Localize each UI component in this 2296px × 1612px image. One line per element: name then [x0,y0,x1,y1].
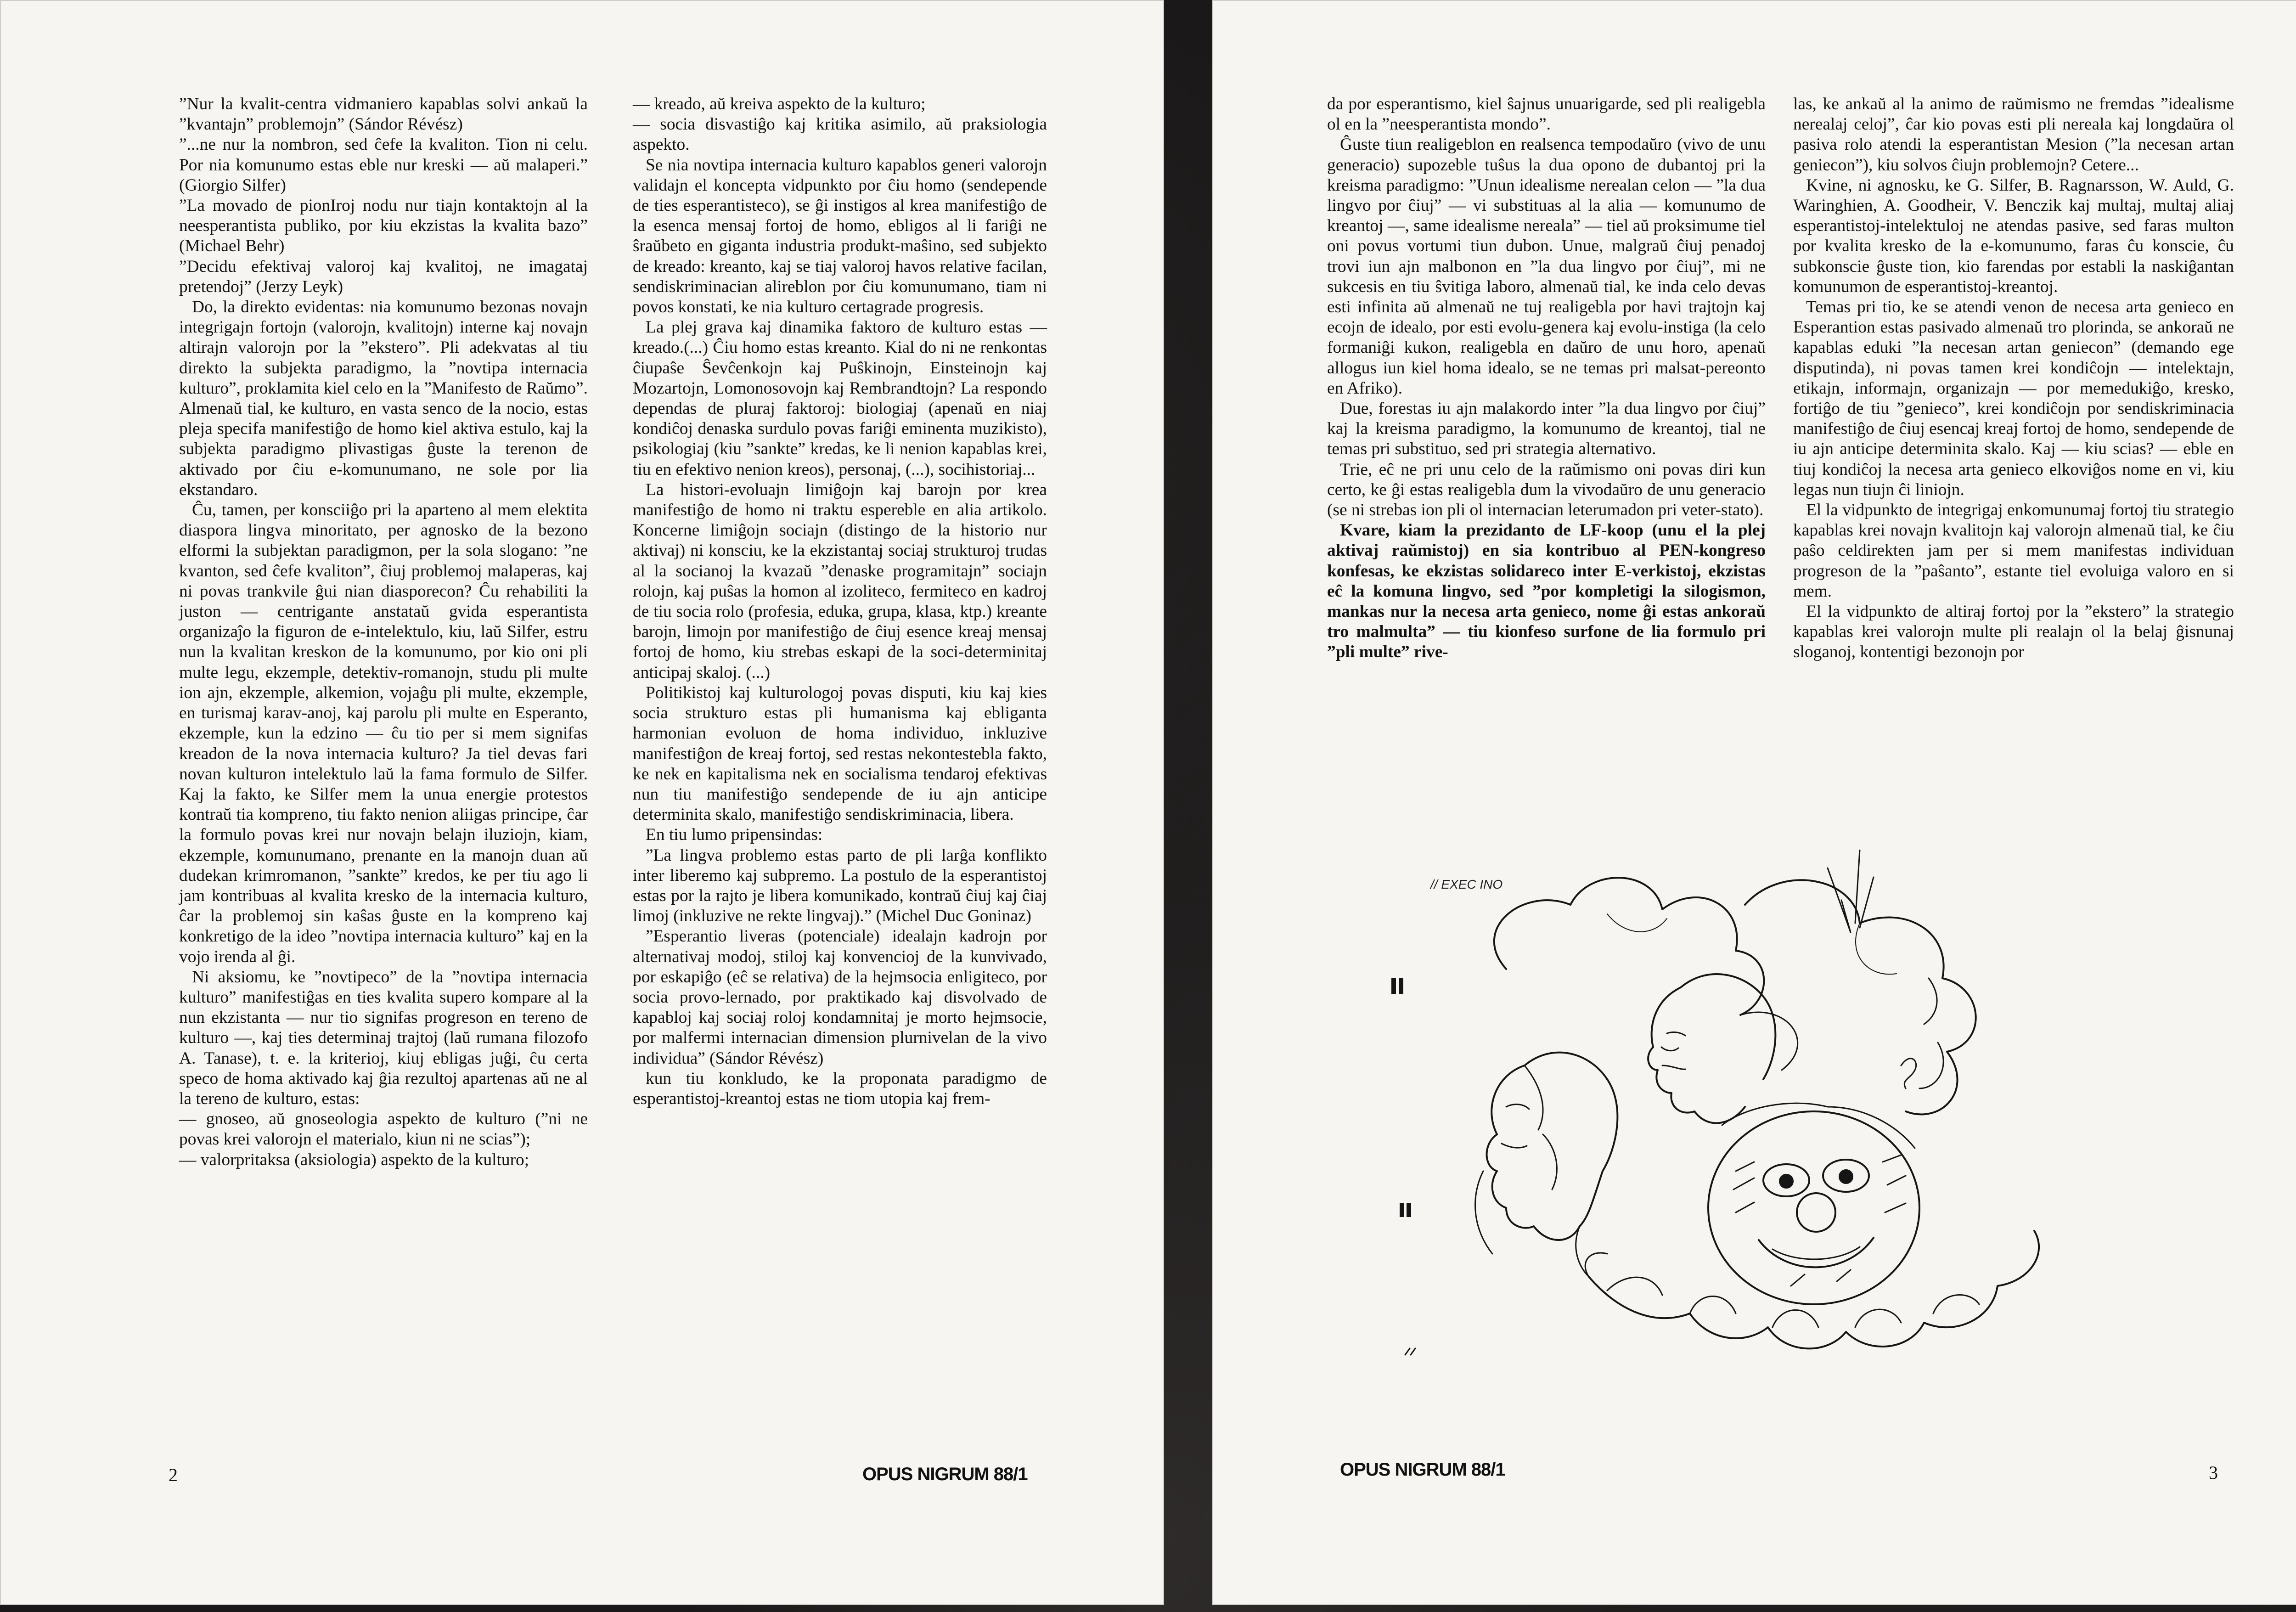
running-footer: OPUS NIGRUM 88/1 [1340,1460,1505,1480]
paragraph: Ĉu, tamen, per konsciiĝo pri la aparteno al mem elektita diaspora lingva minoritato, per agnosko de la bezono elformi la subjektan paradigmon, per la sola slogano: ”ne kvanton, sed ĉefe kvaliton”, ĉiuj problemoj malaperas, kaj ni povas trankvile ĝui nian diasporecon? Ĉu rehabiliti la juston — centrigante anstataŭ gvida esperantista organizaĵo la figuron de e-intelektulo, kiu, laŭ Silfer, estru nun la kvalitan kreskon de la komunumo, por kio oni pli multe legu, ekzemple, detektiv-romanojn, studu pli multe ion ajn, ekzemple, alkemion, vojaĝu pli multe, ekzemple, en turismaj karav-anoj, kaj parolu pli multe en Esperanto, ekzemple, kun la edzino — ĉu tio per si mem signifas kreadon de la nova internacia kulturo? Ja tiel devas fari novan kulturon intelektulo laŭ la fama formulo de Silfer. Kaj la fakto, ke Silfer mem la unua energie protestos kontraŭ tia kompreno, tiu fakto nenion aliigas principe, ĉar la formulo povas krei nur novajn belajn iluziojn, kiam, ekzemple, komunumano, prenante en la manojn duan aŭ dudekan krimromanon, ”sankte” kredos, ke per tiu ago li jam kontribuas al kvalita kresko de la internacia kulturo, ĉar la problemoj sin kaŝas ĝuste en la kompreno kaj konkretigo de la ideo ”novtipa internacia kulturo” kaj en la vojo irenda al ĝi. [179,501,588,966]
paragraph: Due, forestas iu ajn malakordo inter ”la dua lingvo por ĉiuj” kaj la kreisma paradigmo, la komunumo de kreantoj, tial ne temas pri substituo, sed pri strategia alternativo. [1327,399,1766,459]
list-item: — gnoseo, aŭ gnoseologia aspekto de kulturo (”ni ne povas krei valorojn el materialo, kiun ni ne scias”); [179,1110,588,1149]
paragraph: Ni aksiomu, ke ”novtipeco” de la ”novtipa internacia kulturo” manifestiĝas en ties kvalita supero kompare al la nun ekzistanta — nur tio signifas progreson en tereno de kulturo —, kaj ties determinaj trajtoj (laŭ rumana filozofo A. Tanase), t. e. la kriterioj, kiuj ebligas juĝi, ĉu certa speco de homa aktivado kaj ĝia rezultoj apartenas aŭ ne al la tereno de kulturo, estas: [179,967,588,1108]
paragraph: La histori-evoluajn limiĝojn kaj barojn por krea manifestiĝo de homo ni traktu espereble en alia artikolo. Koncerne limiĝojn sociajn (distingo de la historio nur aktivaj) ni konsciu, ke la ekzistantaj sociaj strukturoj trudas al la socianoj la kvazaŭ ”denaske programitajn” sociajn rolojn, kaj puŝas la homon al izoliteco, fermiteco en kadroj de tiu socia rolo (profesia, eduka, grupa, klasa, ktp.) kreante barojn, limojn por manifestiĝo de ĉiuj esence kreaj mensaj fortoj de homo, kiu strebas eskapi de la soci-determinitaj anticipaj skaloj. (...) [633,480,1047,682]
running-footer: OPUS NIGRUM 88/1 [862,1464,1028,1484]
right-page-column-2 [1793,94,2234,663]
left-page-column-1 [179,94,588,1170]
paragraph: En tiu lumo pripensindas: [646,825,823,845]
paragraph: ”La movado de pionIroj nodu nur tiajn kontaktojn al la neesperantista publiko, por kiu ekzistas la kvalita bazo” (Michael Behr) [179,196,588,256]
paragraph: El la vidpunkto de integrigaj enkomunumaj fortoj tiu strategio kapablas krei novajn kvalitojn kaj valorojn almenaŭ tial, ke ĉiu paŝo celdirekten jam per si mem manifestas individuan progreson de la ”paŝanto”, estante tiel evoluiga valoro en si mem. [1793,501,2234,601]
paragraph: Kvine, ni agnosku, ke G. Silfer, B. Ragnarsson, W. Auld, G. Waringhien, A. Goodheir, V. Benczik kaj multaj, multaj aliaj esperantistoj-intelektuloj ne atendas pasive, sed faras multon por kvalita kresko de la e-komunumo, faras ĉu konscie, ĉu subkonscie ĝuste tion, kio farendas por establi la naskiĝantan komunumon de esperantistoj-kreantoj. [1793,175,2234,296]
drawing-caption: // EXEC INO [1430,877,1503,891]
paragraph: El la vidpunkto de altiraj fortoj por la ”ekstero” la strategio kapablas krei valorojn multe pli realajn ol la belaj ĝisnunaj sloganoj, kontentigi bezonojn por [1793,602,2234,662]
paragraph: da por esperantismo, kiel ŝajnus unuarigarde, sed pli realigebla ol en la ”neesperantista mondo”. [1327,95,1766,134]
list-item: — valorpritaksa (aksiologia) aspekto de la kulturo; [179,1150,529,1169]
paragraph: ”Nur la kvalit-centra vidmaniero kapablas solvi ankaŭ la ”kvantajn” problemojn” (Sándor Révész) [179,95,588,134]
quote: ”La lingva problemo estas parto de pli larĝa konflikto inter liberemo kaj subpremo. La postulo de la esperantistoj estas por la rajto je libera komunikado, kontraŭ ĉiuj kaj ĉiaj limoj (inkluzive ne rekte lingvaj).” (Michel Duc Goninaz) [633,845,1047,926]
paragraph: Politikistoj kaj kulturologoj povas disputi, kiu kaj kies socia strukturo estas pli humanisma kaj ebliganta harmonian evoluon de homa individuo, inkluzive manifestiĝon de kreaj fortoj, sed restas nekontestebla fakto, ke nek en kapitalisma nek en socialisma tendaroj efektivas nun tiu manifestiĝo sendepende de iu ajn anticipe determinita skalo, manifestiĝo sendiskriminacia, libera. [633,683,1047,824]
clown-illustration [1332,850,2076,1392]
quote: ”Esperantio liveras (potenciale) idealajn kadrojn por alternativaj modoj, stiloj kaj konvencioj de la kunvivado, por eskapiĝo (eĉ se relativa) de la hejmsocia enligiteco, por socia provo-lernado, por praktikado kaj disvolvado de kapabloj kaj sociaj roloj kondamnitaj je morto hejmsocie, por malfermi internacian dimension plurnivelan de la vivo individua” (Sándor Révész) [633,927,1047,1068]
paragraph: Trie, eĉ ne pri unu celo de la raŭmismo oni povas diri kun certo, ke ĝi estas realigebla dum la vivodaŭro de unu generacio (se ni strebas ion pli ol internacian leterumadon pri veter-stato). [1327,460,1766,520]
paragraph: ”Decidu efektivaj valoroj kaj kvalitoj, ne imagataj pretendoj” (Jerzy Leyk) [179,257,588,296]
page-number: 3 [2209,1462,2218,1483]
list-item: — socia disvastiĝo kaj kritika asimilo, aŭ praksiologia aspekto. [633,115,1047,154]
right-page-column-1 [1327,94,1766,663]
paragraph: kun tiu konkludo, ke la proponata paradigmo de esperantistoj-kreantoj estas ne tiom utopia kaj frem- [633,1069,1047,1108]
paragraph: Se nia novtipa internacia kulturo kapablos generi valorojn validajn el koncepta vidpunkto por ĉiu homo (sendepende de ties esperantisteco), se ĝi instigos al krea manifestiĝo de la esenca mensaj fortoj de homo, ebligos al li fariĝi ne ŝraŭbeto en giganta industria produkt-maŝino, sed subjekto de kreado: kreanto, kaj se tiaj valoroj havos relative facilan, sendiskriminacian alireblon por ĉiu komunumano, tiam ni povos konstati, ke nia kulturo certagrade progresis. [633,155,1047,317]
paragraph: Ĝuste tiun realigeblon en realsenca tempodaŭro (vivo de unu generacio) supozeble tuŝus la dua opono de dubantoj pri la kreisma paradigmo: ”Unun idealisme nerealan celon — ”la dua lingvo por ĉiuj” — vi substituas al la alia — komunumo de kreantoj —, same idealisme nereala” — tiel aŭ proksimume tiel oni povus vortumi tiun dubon. Unue, malgraŭ ĉiuj penadoj trovi iun ajn malbonon en ”la dua lingvo por ĉiuj”, mi ne sukcesis en tiu ŝvitiga laboro, almenaŭ tial, ke inda celo devas esti infinita aŭ almenaŭ ne tuj realigebla por havi trajtojn kaj ecojn de idealo, por esti evolu-genera kaj evolu-instiga (la celo formaniĝi kukon, realigebla en daŭro de unu horo, apenaŭ allogus iun kiel homa idealo, se ne temas pri malsat-pereonto en Afriko). [1327,135,1766,398]
paragraph: ”...ne nur la nombron, sed ĉefe la kvaliton. Tion ni celu. Por nia komunumo estas eble nur kreski — aŭ malaperi.” (Giorgio Silfer) [179,135,588,195]
paragraph: Temas pri tio, ke se atendi venon de necesa arta genieco en Esperantion estas pasivado almenaŭ tro plorinda, se ankoraŭ ne kapablas eduki ”la necesan artan geniecon” (demando ege disputinda), ni povas tamen krei kondiĉojn — intelektajn, etikajn, informajn, organizajn — por memedukiĝo, kresko, fortiĝo de tiu ”genieco”, krei kondiĉojn por sendiskriminacia manifestiĝo de ĉiuj esencaj kreaj fortoj de homo, sendepende de iu ajn anticipe determinita skalo. Kaj — kiu scias? — eble en tiuj kondiĉoj la necesa arta genieco elkoviĝos nome en vi, kiu legas nun tiujn ĉi liniojn. [1793,298,2234,499]
paragraph: Do, la direkto evidentas: nia komunumo bezonas novajn integrigajn fortojn (valorojn, kvalitojn) interne kaj novajn altirajn valorojn por la ”ekstero”. Pli adekvatas al tiu direkto la subjekta paradigmo, la ”novtipa internacia kulturo”, proklamita kiel celo en la ”Manifesto de Raŭmo”. Almenaŭ tial, ke kulturo, en vasta senco de la nocio, estas pleja specifa manifestiĝo de homo kiel aktiva estulo, kaj la subjekta paradigmo plivastigas ĝuste la terenon de aktivado por ĉiu e-komunumano, ne sole por lia ekstandaro. [179,298,588,499]
page-number: 2 [169,1465,178,1485]
left-page-column-2 [633,94,1047,1109]
paragraph: La plej grava kaj dinamika faktoro de kulturo estas — kreado.(...) Ĉiu homo estas kreanto. Kial do ni ne renkontas ĉiupaŝe Ŝevĉenkojn kaj Puŝkinojn, Einsteinojn kaj Mozartojn, Lomonosovojn kaj Rembrandtojn? La respondo dependas de pluraj faktoroj: biologiaj (apenaŭ en niaj kondiĉoj denaska surdulo povas fariĝi eminenta muzikisto), psikologiaj (kiu ”sankte” kredas, ke li nenion kapablas krei, tiu en efektivo nenion kreos), personaj, (...), socihistoriaj... [633,318,1047,479]
paragraph: Kvare, kiam la prezidanto de LF-koop (unu el la plej aktivaj raŭmistoj) en sia kontribuo al PEN-kongreso konfesas, ke ekzistas solidareco inter E-verkistoj, ekzistas eĉ la komuna lingvo, sed ”por kompletigi la silogismon, mankas nur la necesa arta genieco, nome ĝi estas ankoraŭ tro malmulta” — tiu kionfeso surfone de lia formulo pri ”pli multe” rive- [1327,521,1766,662]
list-item: — kreado, aŭ kreiva aspekto de la kulturo; [633,95,926,113]
paragraph: las, ke ankaŭ al la animo de raŭmismo ne fremdas ”idealisme nerealaj celoj”, ĉar kio povas esti pli nereala kaj longdaŭra ol pasiva rolo atendi la esperantistan Mesion (”la necesan artan geniecon”), kiu solvos ĉiujn problemojn? Cetere... [1793,95,2234,175]
